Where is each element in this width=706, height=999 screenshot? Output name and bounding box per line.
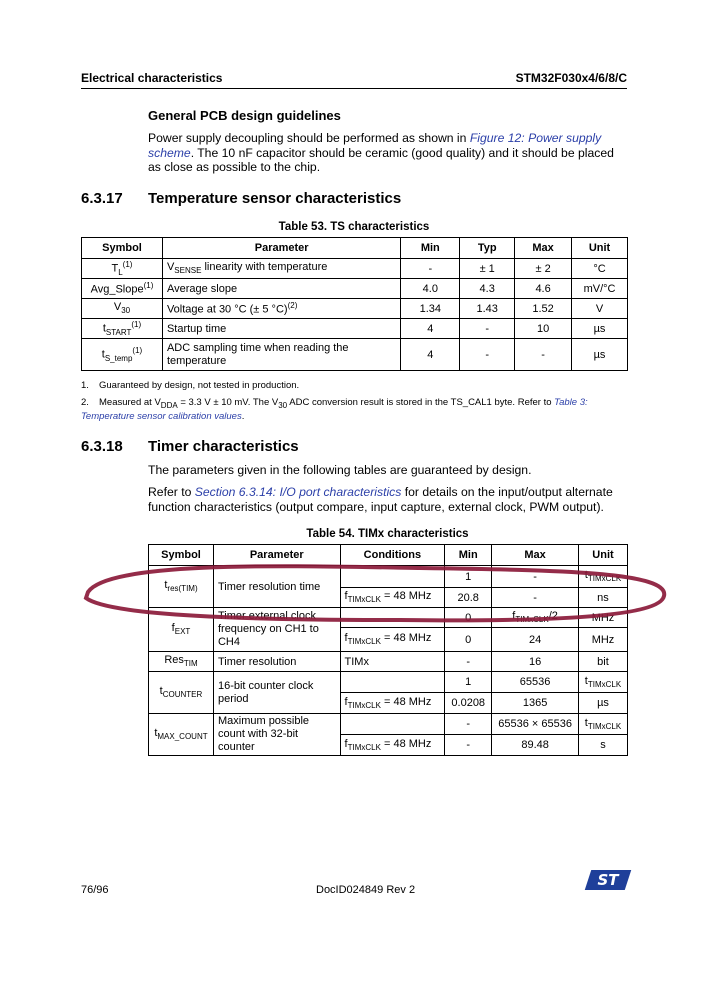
max-cell: 10 xyxy=(515,319,572,339)
footer-page-number: 76/96 xyxy=(81,884,109,896)
header-part-number: STM32F030x4/6/8/C xyxy=(515,71,627,85)
section-6317-title: Temperature sensor characteristics xyxy=(148,190,402,207)
min-cell: - xyxy=(445,735,492,756)
col-parameter: Parameter xyxy=(162,238,400,259)
timer-refer-paragraph: Refer to Section 6.3.14: I/O port characteristics for details on the input/output alternate function characteristics (output compare, input capture, external clock, PWM output). xyxy=(148,485,613,514)
min-cell: 4 xyxy=(401,339,460,371)
min-cell: 0 xyxy=(445,608,492,628)
col-symbol: Symbol xyxy=(149,545,214,566)
symbol-cell: $t_{res(TIM)}$ xyxy=(149,566,214,608)
typ-cell: - xyxy=(460,339,515,371)
st-logo-icon: ST xyxy=(585,870,631,890)
parameter-cell: Timer resolution xyxy=(213,652,340,672)
max-cell: 4.6 xyxy=(515,279,572,299)
figure-12-link[interactable]: Figure 12: Power supply scheme xyxy=(148,131,602,160)
unit-cell: µs xyxy=(572,319,628,339)
symbol-cell: $t_{MAX\_COUNT}$ xyxy=(149,714,214,756)
col-symbol: Symbol xyxy=(82,238,163,259)
unit-cell: s xyxy=(578,735,627,756)
unit-cell: bit xyxy=(578,652,627,672)
pcb-guidelines-paragraph: Power supply decoupling should be performed as shown in Figure 12: Power supply scheme. The 10 nF capacitor should be ceramic (good quality) and it should be placed as close as possible to the chip. xyxy=(148,131,614,174)
section-6317-number: 6.3.17 xyxy=(81,190,123,207)
min-cell: 1.34 xyxy=(401,299,460,319)
section-6318-title: Timer characteristics xyxy=(148,438,299,455)
parameter-cell: Startup time xyxy=(162,319,400,339)
pcb-guidelines-title: General PCB design guidelines xyxy=(148,108,341,123)
max-cell: - xyxy=(492,588,579,608)
min-cell: 0 xyxy=(445,628,492,652)
max-cell: 1.52 xyxy=(515,299,572,319)
typ-cell: - xyxy=(460,319,515,339)
max-cell: 24 xyxy=(492,628,579,652)
max-cell: 89.48 xyxy=(492,735,579,756)
header-section-title: Electrical characteristics xyxy=(81,71,223,85)
conditions-cell: $f_{TIMxCLK} = 48$ MHz xyxy=(340,588,445,608)
unit-cell: $t_{TIMxCLK}$ xyxy=(578,672,627,693)
unit-cell: µs xyxy=(578,693,627,714)
parameter-cell: Timer resolution time xyxy=(213,566,340,608)
symbol-cell: $T_L^{(1)}$ xyxy=(82,259,163,279)
col-min: Min xyxy=(445,545,492,566)
min-cell: 4.0 xyxy=(401,279,460,299)
unit-cell: MHz xyxy=(578,628,627,652)
table-3-link[interactable]: Table 3: Temperature sensor calibration values xyxy=(81,397,588,422)
parameter-cell: Average slope xyxy=(162,279,400,299)
unit-cell: ns xyxy=(578,588,627,608)
symbol-cell: $f_{EXT}$ xyxy=(149,608,214,652)
parameter-cell: Maximum possible count with 32-bit counter xyxy=(213,714,340,756)
typ-cell: 4.3 xyxy=(460,279,515,299)
conditions-cell: $f_{TIMxCLK} = 48$ MHz xyxy=(340,735,445,756)
parameter-cell: 16-bit counter clock period xyxy=(213,672,340,714)
max-cell: - xyxy=(515,339,572,371)
max-cell: ± 2 xyxy=(515,259,572,279)
min-cell: 1 xyxy=(445,566,492,588)
timer-intro-paragraph: The parameters given in the following tables are guaranteed by design. xyxy=(148,463,532,477)
col-parameter: Parameter xyxy=(213,545,340,566)
unit-cell: $t_{TIMxCLK}$ xyxy=(578,714,627,735)
unit-cell: µs xyxy=(572,339,628,371)
footer-doc-id: DocID024849 Rev 2 xyxy=(316,884,416,896)
typ-cell: 1.43 xyxy=(460,299,515,319)
min-cell: - xyxy=(445,652,492,672)
typ-cell: ± 1 xyxy=(460,259,515,279)
symbol-cell: $t_{START}^{(1)}$ xyxy=(82,319,163,339)
col-max: Max xyxy=(492,545,579,566)
symbol-cell: Res$_{TIM}$ xyxy=(149,652,214,672)
parameter-cell: ADC sampling time when reading the temperature xyxy=(162,339,400,371)
max-cell: $f_{TIMxCLK}/2$ xyxy=(492,608,579,628)
col-typ: Typ xyxy=(460,238,515,259)
symbol-cell: $V_{30}$ xyxy=(82,299,163,319)
unit-cell: V xyxy=(572,299,628,319)
min-cell: 1 xyxy=(445,672,492,693)
col-conditions: Conditions xyxy=(340,545,445,566)
conditions-cell: TIMx xyxy=(340,652,445,672)
conditions-cell: $f_{TIMxCLK} = 48$ MHz xyxy=(340,693,445,714)
col-max: Max xyxy=(515,238,572,259)
unit-cell: $t_{TIMxCLK}$ xyxy=(578,566,627,588)
unit-cell: °C xyxy=(572,259,628,279)
col-unit: Unit xyxy=(578,545,627,566)
unit-cell: MHz xyxy=(578,608,627,628)
min-cell: 4 xyxy=(401,319,460,339)
max-cell: - xyxy=(492,566,579,588)
col-min: Min xyxy=(401,238,460,259)
parameter-cell: Timer external clock frequency on CH1 to CH4 xyxy=(213,608,340,652)
parameter-cell: Voltage at 30 °C (± 5 °C)$^{(2)}$ xyxy=(162,299,400,319)
footnote-2: 2. Measured at $V_{DDA} = 3.3$ V ± 10 mV. The $V_{30}$ ADC conversion result is stored in the TS_CAL1 byte. Refer to Table 3: Temperature sensor calibration values. xyxy=(81,397,588,422)
section-6318-number: 6.3.18 xyxy=(81,438,123,455)
footnote-1: 1. Guaranteed by design, not tested in production. xyxy=(81,380,300,391)
max-cell: 65536 × 65536 xyxy=(492,714,579,735)
conditions-cell: $f_{TIMxCLK} = 48$ MHz xyxy=(340,628,445,652)
max-cell: 65536 xyxy=(492,672,579,693)
col-unit: Unit xyxy=(572,238,628,259)
symbol-cell: $t_{COUNTER}$ xyxy=(149,672,214,714)
unit-cell: mV/°C xyxy=(572,279,628,299)
table-54-caption: Table 54. TIMx characteristics xyxy=(306,528,469,540)
min-cell: - xyxy=(401,259,460,279)
symbol-cell: Avg_Slope$^{(1)}$ xyxy=(82,279,163,299)
section-6314-link[interactable]: Section 6.3.14: I/O port characteristics xyxy=(194,485,402,499)
symbol-cell: $t_{S\_temp}^{(1)}$ xyxy=(82,339,163,371)
min-cell: - xyxy=(445,714,492,735)
max-cell: 16 xyxy=(492,652,579,672)
table-53-caption: Table 53. TS characteristics xyxy=(278,221,430,233)
min-cell: 0.0208 xyxy=(445,693,492,714)
min-cell: 20.8 xyxy=(445,588,492,608)
parameter-cell: $V_{SENSE}$ linearity with temperature xyxy=(162,259,400,279)
max-cell: 1365 xyxy=(492,693,579,714)
